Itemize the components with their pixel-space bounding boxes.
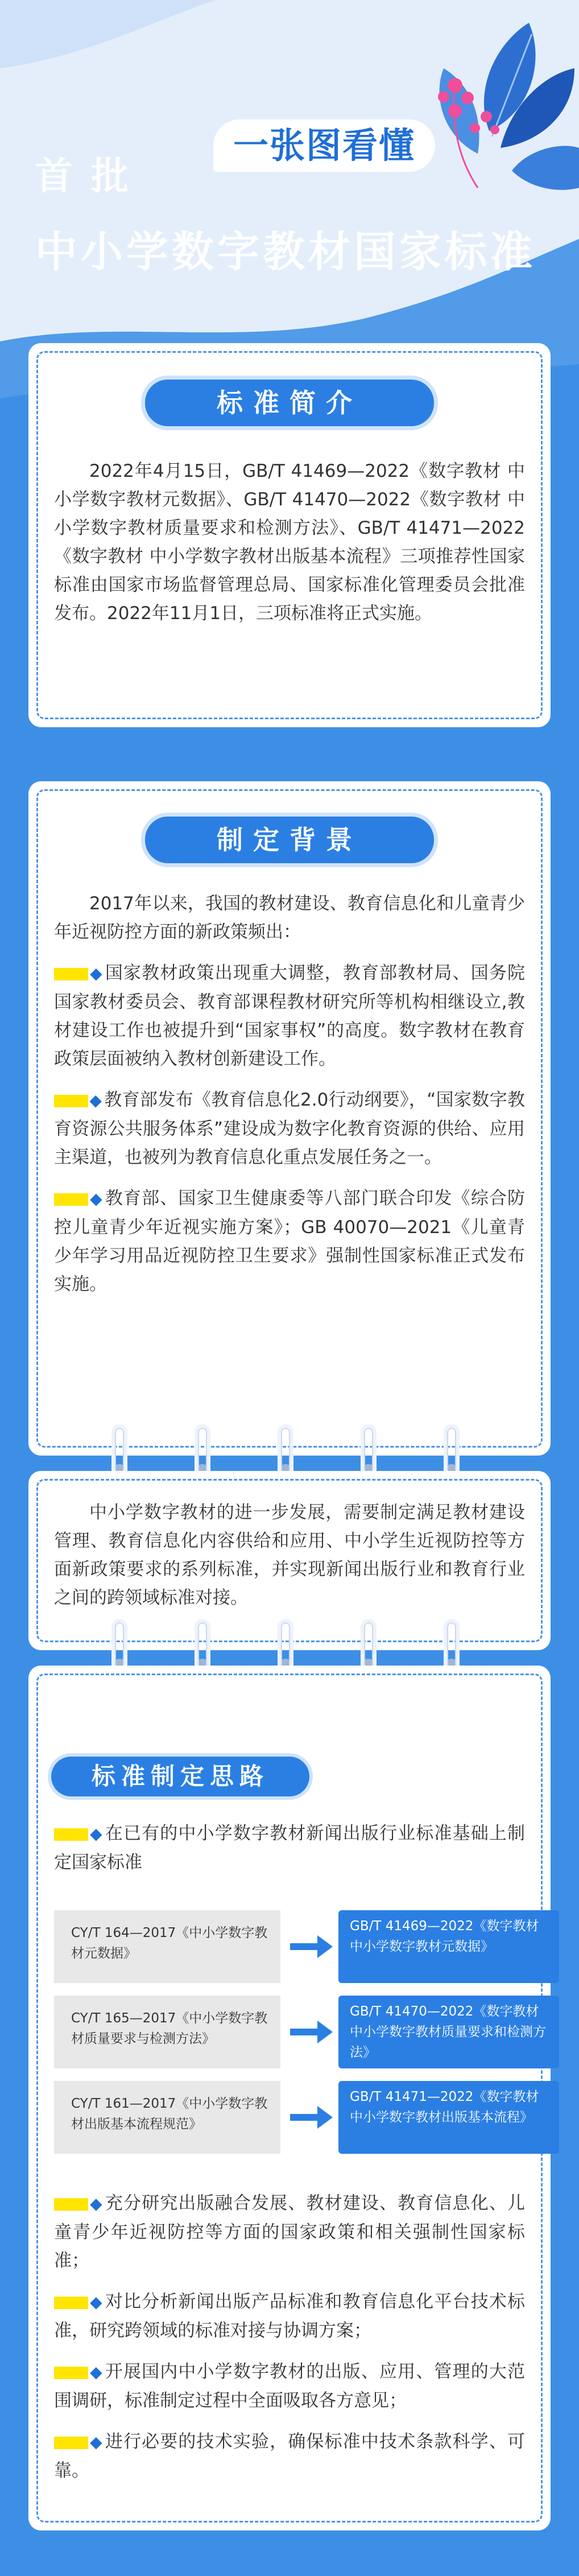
mapping-row <box>54 2081 539 2154</box>
highlight-marker-icon <box>54 2198 88 2211</box>
arrow-right-icon <box>290 2104 333 2131</box>
arrow-right-icon <box>290 1933 333 1960</box>
approach-point-3: ◆ 开展国内中小学数字教材的出版、应用、管理的大范围调研，标准制定过程中全面吸取各方意见； <box>54 2361 525 2411</box>
highlight-marker-icon <box>54 2297 88 2309</box>
diamond-bullet-icon: ◆ <box>89 2433 103 2451</box>
diamond-bullet-icon: ◆ <box>89 2363 103 2381</box>
background-heading: 制定背景 <box>145 817 434 863</box>
diamond-bullet-icon: ◆ <box>89 1824 103 1843</box>
highlight-marker-icon <box>54 1095 88 1107</box>
page-title: 中小学数字教材国家标准 <box>35 228 536 277</box>
background-point-2: ◆ 教育部发布《教育信息化2.0行动纲要》，“国家数字教育资源公共服务体系”建设成为数字化教育资源的供给、应用主渠道，也被列为教育信息化重点发展任务之一。 <box>54 1090 525 1168</box>
approach-intro: ◆ 在已有的中小学数字教材新闻出版行业标准基础上制定国家标准 <box>54 1823 525 1873</box>
diamond-bullet-icon: ◆ <box>89 1189 103 1208</box>
mapping-source: CY/T 165—2017《中小学数字教材质量要求与检测方法》 <box>54 1996 280 2068</box>
approach-point-1: ◆ 充分研究出版融合发展、教材建设、教育信息化、儿童青少年近视防控等方面的国家政策和相关强制性国家标准； <box>54 2193 525 2271</box>
approach-point-4: ◆ 进行必要的技术实验，确保标准中技术条款科学、可靠。 <box>54 2431 525 2481</box>
highlight-marker-icon <box>54 2437 88 2449</box>
diamond-bullet-icon: ◆ <box>89 964 103 983</box>
background-content <box>54 889 525 1311</box>
diamond-bullet-icon: ◆ <box>89 2194 103 2213</box>
approach-points <box>54 2189 525 2497</box>
diamond-bullet-icon: ◆ <box>89 1091 102 1110</box>
background-lead: 2017年以来，我国的教材建设、教育信息化和儿童青少年近视防控方面的新政策频出： <box>54 893 525 942</box>
intro-body: 2022年4月15日，GB/T 41469—2022《数字教材 中小学数字教材元数据》、GB/T 41470—2022《数字教材 中小学数字教材质量要求和检测方法》、GB/T 41471—2022《数字教材 中小学数字教材出版基本流程》三项推荐性国家标准由国家市场监督管理总局、国家标准化管理委员会批准发布。2022年11月1日，三项标准将正式实施。 <box>54 461 525 624</box>
intro-heading: 标准简介 <box>145 380 434 426</box>
intro-card <box>28 343 551 727</box>
tagline-badge: 一张图看懂 <box>213 119 435 172</box>
diamond-bullet-icon: ◆ <box>89 2293 103 2311</box>
highlight-marker-icon <box>54 1828 88 1841</box>
background-card <box>28 781 551 1456</box>
approach-heading: 标准制定思路 <box>51 1757 309 1796</box>
mapping-source: CY/T 161—2017《中小学数字教材出版基本流程规范》 <box>54 2081 280 2154</box>
highlight-marker-icon <box>54 1193 88 1206</box>
development-body: 中小学数字教材的进一步发展，需要制定满足教材建设管理、教育信息化内容供给和应用、中小学生近视防控等方面新政策要求的系列标准，并实现新闻出版行业和教育行业之间的跨领域标准对接。 <box>54 1502 525 1608</box>
mapping-target: GB/T 41470—2022《数字教材 中小学数字教材质量要求和检测方法》 <box>338 1996 559 2068</box>
background-point-3: ◆ 教育部、国家卫生健康委等八部门联合印发《综合防控儿童青少年近视实施方案》；GB 40070—2021《儿童青少年学习用品近视防控卫生要求》强制性国家标准正式发布实施。 <box>54 1188 525 1295</box>
mapping-row <box>54 1910 539 1983</box>
mapping-source: CY/T 164—2017《中小学数字教材元数据》 <box>54 1910 280 1983</box>
title-line-1: 首批 <box>35 154 147 198</box>
approach-point-2: ◆ 对比分析新闻出版产品标准和教育信息化平台技术标准，研究跨领域的标准对接与协调方案； <box>54 2291 525 2341</box>
background-point-1: ◆ 国家教材政策出现重大调整，教育部教材局、国务院国家教材委员会、教育部课程教材研究所等机构相继设立,教材建设工作也被提升到“国家事权”的高度。数字教材在教育政策层面被纳入教材创新建设工作。 <box>54 963 525 1069</box>
highlight-marker-icon <box>54 2367 88 2379</box>
approach-card <box>28 1666 551 2530</box>
arrow-right-icon <box>290 2018 333 2046</box>
mapping-target: GB/T 41469—2022《数字教材 中小学数字教材元数据》 <box>338 1910 559 1983</box>
highlight-marker-icon <box>54 968 88 980</box>
mapping-row <box>54 1996 546 2068</box>
mapping-target: GB/T 41471—2022《数字教材 中小学数字教材出版基本流程》 <box>338 2081 559 2154</box>
